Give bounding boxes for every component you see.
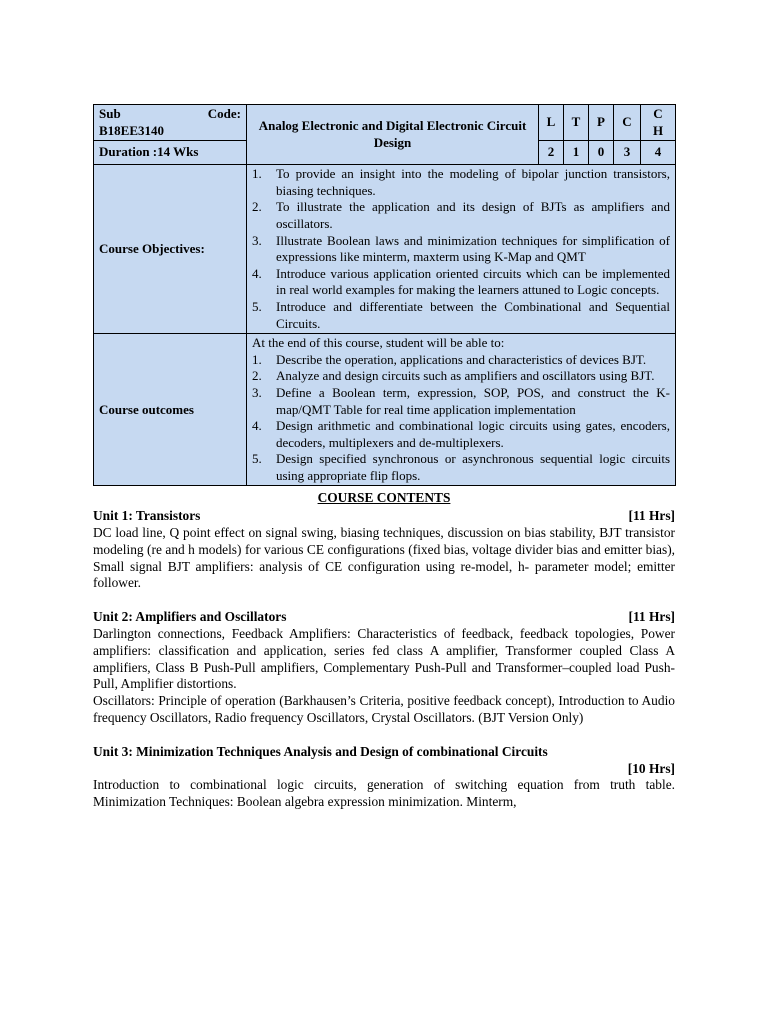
- ltpc-header-c: C: [614, 105, 641, 141]
- outcomes-list: [252, 352, 670, 485]
- ltpc-value-c: 3: [614, 141, 641, 165]
- outcome-item: 2. Analyze and design circuits such as amplifiers and oscillators using BJT.: [252, 368, 655, 384]
- sub-code-label: Sub: [99, 106, 121, 121]
- ltpc-header-p: P: [589, 105, 614, 141]
- objective-item: 3. Illustrate Boolean laws and minimization techniques for simplification of expressions like minterm, maxterm using K-Map and QMT: [252, 232, 670, 265]
- objective-item: 2. To illustrate the application and its design of BJTs as amplifiers and oscillators.: [252, 199, 670, 231]
- ltpc-value-l: 2: [539, 141, 564, 165]
- sub-code-cell: [94, 105, 247, 141]
- objectives-label: Course Objectives:: [94, 165, 247, 334]
- unit-2-title: Unit 2: Amplifiers and Oscillators: [93, 609, 287, 625]
- unit-2-hours: [11 Hrs]: [628, 609, 675, 625]
- course-title: Analog Electronic and Digital Electronic Circuit Design: [247, 105, 539, 165]
- unit-2-description: Darlington connections, Feedback Amplifiers: Characteristics of feedback, feedback topologies, Power amplifiers: classification and application, series fed class A amplifier, Transformer coupled Class A amplifiers, Class B Push-Pull amplifiers, Complementary Push-Pull and Transformer–coupled load Push-Pull, Amplifier distortions.: [93, 626, 675, 692]
- ltpc-header-ch: C H: [641, 105, 676, 141]
- unit-1-heading: [93, 508, 675, 525]
- objective-item: 5. Introduce and differentiate between the Combinational and Sequential Circuits.: [252, 298, 670, 331]
- syllabus-page: [93, 104, 675, 811]
- objective-item: 4. Introduce various application oriented circuits which can be implemented in real world examples for making the learners attuned to Logic concepts.: [252, 265, 670, 298]
- unit-2-oscillators: Oscillators: Principle of operation (Barkhausen’s Criteria, positive feedback concept), Introduction to Audio frequency Oscillators, Radio frequency Oscillators, Crystal Oscillators. (BJT Version Only): [93, 693, 675, 726]
- outcomes-label: Course outcomes: [94, 334, 247, 486]
- unit-2-heading: [93, 609, 675, 626]
- unit-3-hours: [10 Hrs]: [627, 760, 675, 776]
- outcome-item: 4. Design arithmetic and combinational logic circuits using gates, encoders, decoders, multiplexers and de-multiplexers.: [252, 418, 670, 450]
- sub-code-value: B18EE3140: [99, 122, 165, 138]
- ltpc-value-t: 1: [564, 141, 589, 165]
- ltpc-header-l: L: [539, 105, 564, 141]
- unit-1-description: DC load line, Q point effect on signal swing, biasing techniques, discussion on bias stability, BJT transistor modeling (re and h models) for various CE configurations (fixed bias, voltage divider bias and emitter bias), Small signal BJT amplifiers: analysis of CE configuration using re-model, h- parameter model; emitter follower.: [93, 525, 675, 591]
- course-contents: [93, 490, 675, 811]
- ltpc-header-t: T: [564, 105, 589, 141]
- outcome-item: 3. Define a Boolean term, expression, SOP, POS, and construct the K-map/QMT Table for real time application implementation: [252, 384, 670, 417]
- duration: Duration :14 Wks: [94, 141, 247, 165]
- course-contents-title: COURSE CONTENTS: [317, 490, 451, 506]
- unit-3-title: Unit 3: Minimization Techniques Analysis and Design of combinational Circuits: [93, 743, 548, 759]
- ltpc-value-p: 0: [589, 141, 614, 165]
- unit-3-heading: [93, 744, 675, 761]
- outcome-item: 5. Design specified synchronous or asynchronous sequential logic circuits using appropriate flip flops.: [252, 451, 670, 483]
- sub-code-label-2: Code:: [207, 106, 241, 121]
- objective-item: 1. To provide an insight into the modeling of bipolar junction transistors, biasing techniques.: [252, 166, 670, 198]
- objectives-list: [252, 166, 670, 332]
- unit-3-description: Introduction to combinational logic circuits, generation of switching equation from truth table. Minimization Techniques: Boolean algebra expression minimization. Minterm,: [93, 777, 675, 810]
- unit-1-hours: [11 Hrs]: [628, 508, 675, 524]
- unit-1-title: Unit 1: Transistors: [93, 508, 201, 524]
- outcome-item: 1. Describe the operation, applications and characteristics of devices BJT.: [252, 351, 647, 367]
- objectives-cell: [247, 165, 676, 334]
- outcomes-intro: At the end of this course, student will be able to:: [252, 335, 505, 351]
- ltpc-value-ch: 4: [641, 141, 676, 165]
- outcomes-cell: [247, 334, 676, 486]
- course-info-table: [93, 104, 676, 486]
